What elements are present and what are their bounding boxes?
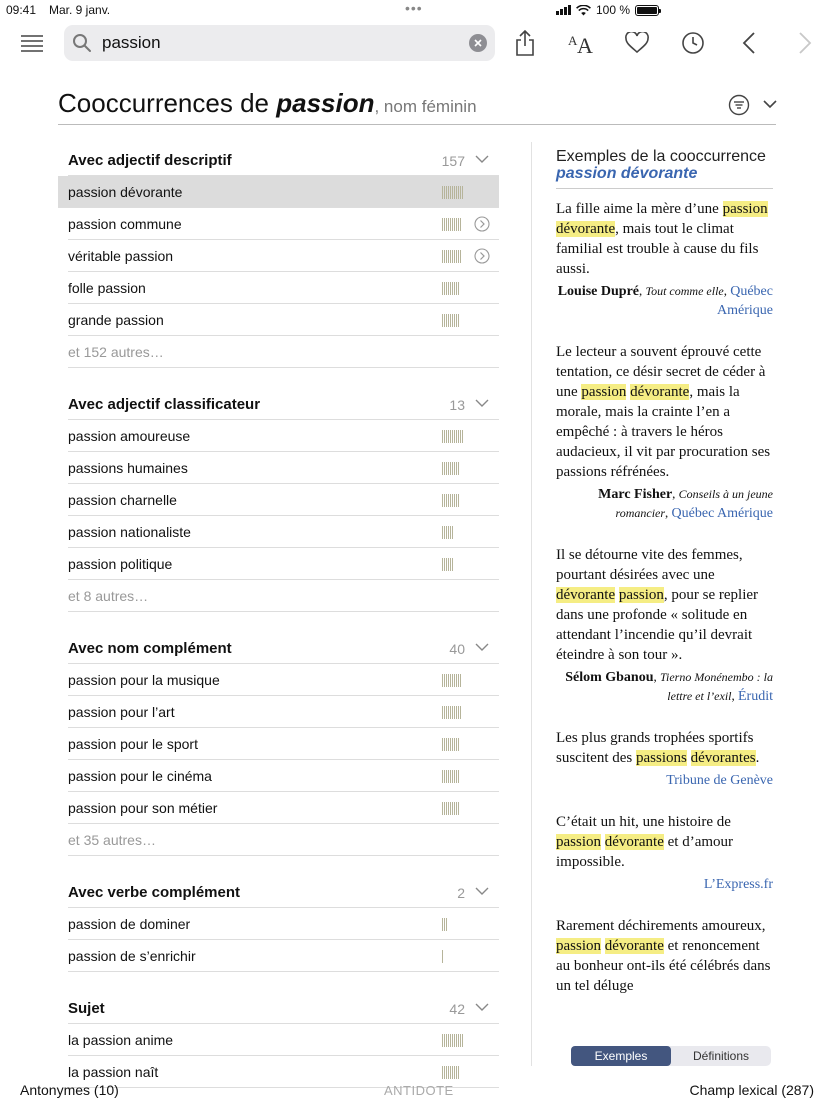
app-name: ANTIDOTE bbox=[384, 1083, 454, 1098]
tab-definitions[interactable]: Définitions bbox=[692, 1049, 750, 1063]
example-item bbox=[556, 812, 773, 894]
cooccurrence-label: passion amoureuse bbox=[68, 428, 191, 444]
status-bar bbox=[0, 0, 834, 20]
list-item[interactable] bbox=[68, 664, 499, 696]
list-item[interactable] bbox=[68, 240, 499, 272]
svg-text:A: A bbox=[577, 33, 593, 55]
more-link[interactable]: et 35 autres… bbox=[68, 824, 499, 856]
cooccurrence-label: passion pour son métier bbox=[68, 800, 218, 816]
cooccurrence-label: passion pour le sport bbox=[68, 736, 198, 752]
source-work: Tout comme elle bbox=[645, 284, 724, 298]
more-link[interactable]: et 8 autres… bbox=[68, 580, 499, 612]
frequency-bars bbox=[442, 738, 459, 751]
tab-examples[interactable]: Exemples bbox=[571, 1046, 671, 1066]
cooccurrence-section bbox=[58, 628, 499, 856]
list-item[interactable] bbox=[68, 548, 499, 580]
section-count: 13 bbox=[449, 397, 465, 413]
source-author: Sélom Gbanou bbox=[565, 670, 654, 685]
example-item bbox=[556, 728, 773, 790]
source-publisher-link[interactable]: Érudit bbox=[738, 689, 773, 704]
svg-text:A: A bbox=[568, 33, 578, 48]
cooccurrence-label: passion pour le cinéma bbox=[68, 768, 212, 784]
frequency-bars bbox=[442, 918, 447, 931]
wifi-icon bbox=[576, 5, 591, 16]
example-source: Louise Dupré, Tout comme elle, Québec Amérique bbox=[557, 283, 773, 318]
section-title: Avec nom complément bbox=[68, 640, 232, 657]
example-item bbox=[556, 545, 773, 706]
example-text bbox=[556, 545, 773, 665]
section-header[interactable] bbox=[68, 384, 499, 420]
page-title bbox=[58, 88, 477, 119]
cooccurrence-label: passion commune bbox=[68, 216, 182, 232]
cooccurrence-label: passion pour la musique bbox=[68, 672, 220, 688]
source-publisher-link[interactable]: Tribune de Genève bbox=[666, 773, 773, 788]
bottom-bar bbox=[0, 1080, 834, 1104]
battery-icon bbox=[635, 5, 659, 16]
highlighted-term: passions bbox=[636, 750, 687, 766]
list-item[interactable] bbox=[68, 516, 499, 548]
cooccurrence-label: passion de dominer bbox=[68, 916, 191, 932]
section-count: 40 bbox=[449, 641, 465, 657]
example-segment: C’était un hit, une histoire de bbox=[556, 814, 731, 830]
example-text bbox=[556, 916, 773, 996]
search-input[interactable] bbox=[102, 30, 462, 56]
examples-divider bbox=[556, 188, 773, 189]
example-segment: . bbox=[755, 750, 760, 766]
favorite-heart-icon[interactable] bbox=[619, 22, 655, 64]
example-segment: Le lecteur a souvent éprouvé cette tentation, ce désir secret de céder à une bbox=[556, 344, 766, 400]
cooccurrence-label: la passion naît bbox=[68, 1064, 159, 1080]
example-text bbox=[556, 812, 773, 872]
highlighted-term: passion bbox=[722, 201, 768, 217]
panel-segmented-control bbox=[571, 1046, 771, 1066]
example-segment: La fille aime la mère d’une bbox=[556, 201, 723, 217]
example-segment: Il se détourne vite des femmes, pourtant désirées avec une bbox=[556, 547, 743, 583]
examples-cooccurrence: passion dévorante bbox=[556, 165, 698, 182]
goto-arrow-icon[interactable] bbox=[474, 248, 490, 264]
list-item[interactable] bbox=[68, 272, 499, 304]
frequency-bars bbox=[442, 770, 459, 783]
cooccurrence-label: passion charnelle bbox=[68, 492, 177, 508]
list-item[interactable] bbox=[68, 1024, 499, 1056]
example-segment: , mais la morale, mais la crainte l’en a empêché : à travers le héros audacieux, il vit par procuration ses passions réfrénées. bbox=[556, 384, 771, 480]
highlighted-term: dévorante bbox=[556, 221, 616, 237]
cooccurrence-list bbox=[58, 140, 499, 1104]
section-count: 42 bbox=[449, 1001, 465, 1017]
example-text bbox=[556, 342, 773, 482]
example-segment: , mais tout le climat familial est trouble à cause du fils aussi. bbox=[556, 221, 759, 277]
source-publisher-link[interactable]: Québec Amérique bbox=[671, 506, 773, 521]
example-segment: et d’amour impossible. bbox=[556, 834, 734, 870]
cooccurrence-section bbox=[58, 988, 499, 1088]
header-divider bbox=[58, 124, 776, 125]
frequency-bars bbox=[442, 462, 459, 475]
more-link[interactable]: et 152 autres… bbox=[68, 336, 499, 368]
section-count: 157 bbox=[441, 153, 465, 169]
frequency-bars bbox=[442, 314, 459, 327]
frequency-bars bbox=[442, 1066, 459, 1079]
highlighted-term: dévorantes bbox=[690, 750, 756, 766]
source-work: Tierno Monénembo : la lettre et l’exil bbox=[660, 670, 773, 703]
example-item bbox=[556, 342, 773, 523]
cooccurrence-label: véritable passion bbox=[68, 248, 174, 264]
frequency-bars bbox=[442, 430, 463, 443]
example-text bbox=[556, 728, 773, 768]
history-clock-icon[interactable] bbox=[675, 22, 711, 64]
cooccurrence-label: passion dévorante bbox=[68, 184, 183, 200]
title-part-of-speech: , nom féminin bbox=[374, 97, 477, 116]
search-icon bbox=[72, 33, 92, 53]
chevron-down-icon[interactable] bbox=[762, 96, 778, 112]
multitask-dots[interactable]: ••• bbox=[405, 0, 423, 16]
chevron-down-icon[interactable] bbox=[475, 886, 489, 896]
example-segment: Rarement déchirements amoureux, bbox=[556, 918, 766, 934]
list-item[interactable] bbox=[68, 760, 499, 792]
frequency-bars bbox=[442, 1034, 463, 1047]
highlighted-term: passion bbox=[556, 938, 601, 954]
frequency-bars bbox=[442, 558, 453, 571]
list-item[interactable] bbox=[58, 176, 499, 208]
list-item[interactable] bbox=[68, 208, 499, 240]
section-title: Avec verbe complément bbox=[68, 884, 241, 901]
highlighted-term: dévorante bbox=[604, 938, 664, 954]
cooccurrence-label: passion politique bbox=[68, 556, 173, 572]
share-icon[interactable] bbox=[507, 22, 543, 64]
examples-panel bbox=[556, 148, 773, 1025]
example-source: Marc Fisher, Conseils à un jeune romancier, Québec Amérique bbox=[598, 486, 773, 521]
cooccurrence-label: passion nationaliste bbox=[68, 524, 191, 540]
highlighted-term: passion bbox=[581, 384, 627, 400]
cooccurrence-section bbox=[58, 872, 499, 972]
title-prefix: Cooccurrences de bbox=[58, 88, 277, 118]
goto-arrow-icon[interactable] bbox=[474, 216, 490, 232]
highlighted-term: dévorante bbox=[556, 587, 616, 603]
examples-heading: Exemples de la cooccurrence bbox=[556, 148, 766, 165]
chevron-down-icon[interactable] bbox=[475, 154, 489, 164]
example-source bbox=[556, 771, 773, 790]
source-author: Louise Dupré bbox=[557, 284, 640, 299]
frequency-bars bbox=[442, 218, 461, 231]
source-publisher-link[interactable]: L’Express.fr bbox=[703, 877, 773, 892]
lexical-field-link[interactable]: Champ lexical (287) bbox=[689, 1082, 814, 1098]
example-source: Sélom Gbanou, Tierno Monénembo : la lettre et l’exil, Érudit bbox=[565, 669, 773, 704]
example-segment: et renoncement au bonheur ont-ils été célébrés dans un tel déluge bbox=[556, 938, 771, 994]
chevron-down-icon[interactable] bbox=[475, 642, 489, 652]
example-text bbox=[556, 199, 773, 279]
text-size-icon[interactable] bbox=[563, 22, 599, 64]
section-title: Avec adjectif descriptif bbox=[68, 152, 232, 169]
section-title: Sujet bbox=[68, 1000, 105, 1017]
chevron-down-icon[interactable] bbox=[475, 398, 489, 408]
list-item[interactable] bbox=[68, 420, 499, 452]
cooccurrence-label: passions humaines bbox=[68, 460, 188, 476]
cooccurrence-section bbox=[58, 384, 499, 612]
toolbar bbox=[0, 22, 834, 66]
list-item[interactable] bbox=[68, 484, 499, 516]
list-item[interactable] bbox=[68, 940, 499, 972]
frequency-bars bbox=[442, 494, 459, 507]
example-item bbox=[556, 916, 773, 996]
highlighted-term: dévorante bbox=[630, 384, 690, 400]
list-item[interactable] bbox=[68, 728, 499, 760]
clear-search-icon[interactable] bbox=[469, 34, 487, 52]
cooccurrence-label: folle passion bbox=[68, 280, 146, 296]
cooccurrence-label: grande passion bbox=[68, 312, 164, 328]
source-publisher-link[interactable]: Québec Amérique bbox=[717, 284, 773, 318]
cooccurrence-label: la passion anime bbox=[68, 1032, 174, 1048]
section-header[interactable] bbox=[68, 140, 499, 176]
cooccurrence-section bbox=[58, 140, 499, 368]
highlighted-term: passion bbox=[618, 587, 664, 603]
cellular-signal-icon bbox=[556, 5, 571, 15]
list-item[interactable] bbox=[68, 792, 499, 824]
chevron-down-icon[interactable] bbox=[475, 1002, 489, 1012]
source-work: Conseils à un jeune romancier bbox=[615, 487, 773, 520]
menu-icon[interactable] bbox=[14, 22, 50, 64]
frequency-bars bbox=[442, 674, 461, 687]
frequency-bars bbox=[442, 282, 459, 295]
antonyms-link[interactable]: Antonymes (10) bbox=[20, 1082, 119, 1098]
frequency-bars bbox=[442, 706, 461, 719]
section-header[interactable] bbox=[68, 872, 499, 908]
forward-arrow-icon[interactable] bbox=[787, 22, 823, 64]
list-item[interactable] bbox=[68, 696, 499, 728]
list-item[interactable] bbox=[68, 908, 499, 940]
frequency-bars bbox=[442, 186, 463, 199]
search-bar bbox=[64, 25, 495, 61]
battery-percent: 100 % bbox=[596, 3, 631, 17]
section-header[interactable] bbox=[68, 628, 499, 664]
section-title: Avec adjectif classificateur bbox=[68, 396, 261, 413]
status-time: 09:41 bbox=[6, 3, 37, 17]
frequency-bars bbox=[442, 802, 459, 815]
frequency-bars bbox=[442, 250, 461, 263]
title-word: passion bbox=[276, 88, 375, 118]
highlighted-term: passion bbox=[556, 834, 601, 850]
highlighted-term: dévorante bbox=[604, 834, 664, 850]
example-segment: , pour se replier dans une profonde « solitude en attendant l’incendie qu’il devrait éteindre à son tour ». bbox=[556, 587, 759, 663]
examples-list[interactable] bbox=[556, 199, 773, 1025]
section-count: 2 bbox=[457, 885, 465, 901]
section-header[interactable] bbox=[68, 988, 499, 1024]
frequency-bars bbox=[442, 950, 443, 963]
column-divider bbox=[531, 142, 532, 1066]
back-arrow-icon[interactable] bbox=[731, 22, 767, 64]
source-author: Marc Fisher bbox=[598, 487, 673, 502]
filter-icon[interactable] bbox=[728, 94, 750, 116]
cooccurrence-label: passion de s’enrichir bbox=[68, 948, 196, 964]
status-right bbox=[556, 3, 773, 17]
example-source bbox=[556, 875, 773, 894]
list-item[interactable] bbox=[68, 452, 499, 484]
cooccurrence-label: passion pour l’art bbox=[68, 704, 175, 720]
status-date: Mar. 9 janv. bbox=[49, 3, 111, 17]
example-item bbox=[556, 199, 773, 320]
example-segment: Les plus grands trophées sportifs suscitent des bbox=[556, 730, 754, 766]
frequency-bars bbox=[442, 526, 453, 539]
list-item[interactable] bbox=[68, 304, 499, 336]
